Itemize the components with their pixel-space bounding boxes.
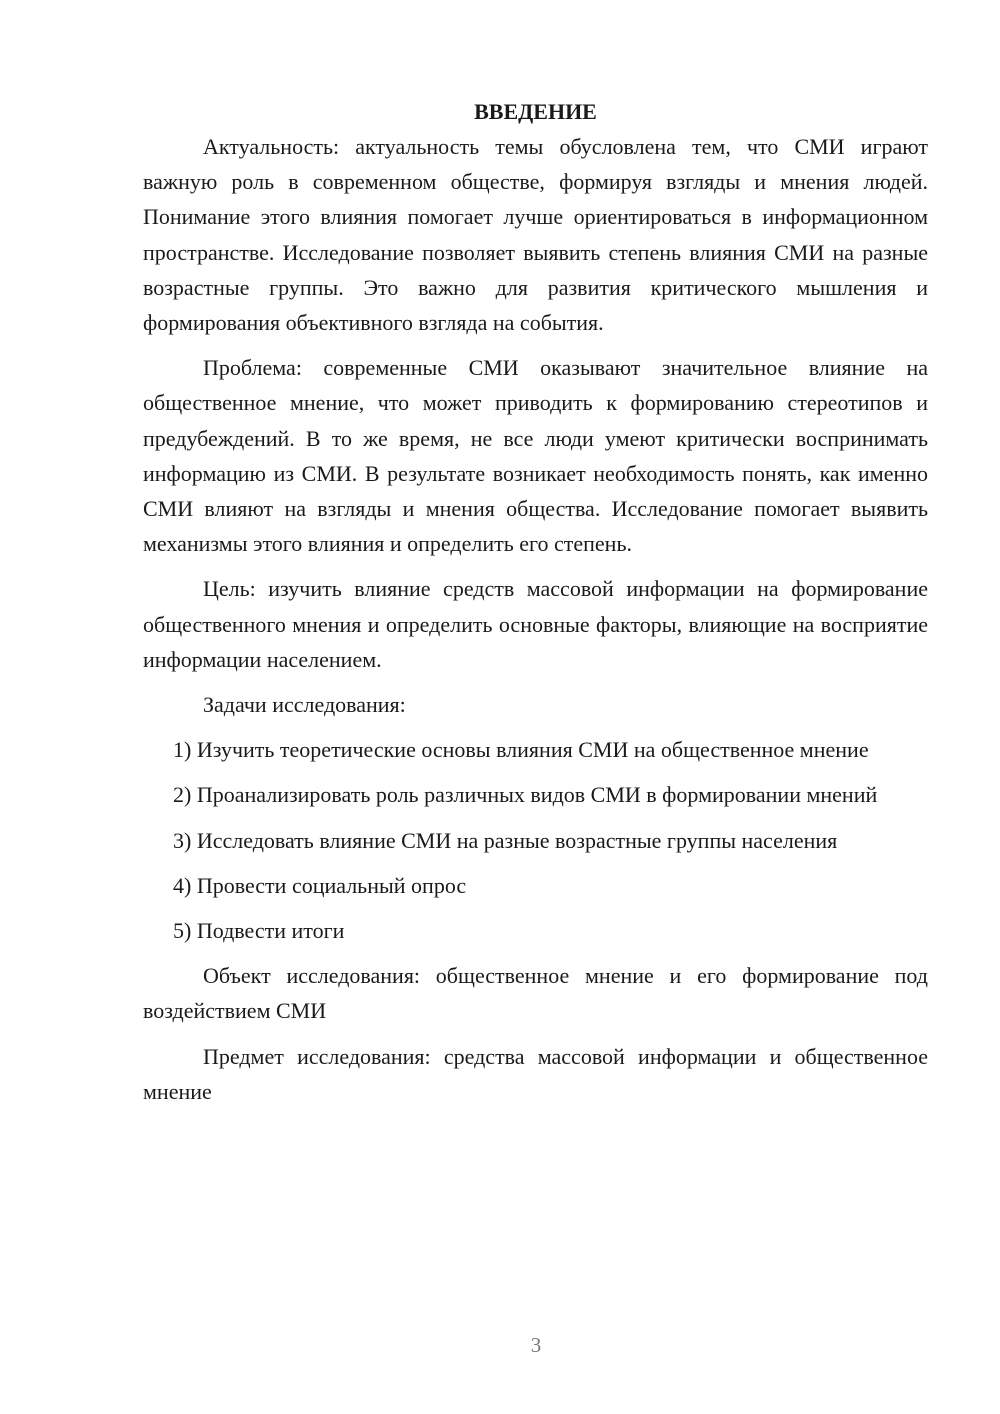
problem-paragraph: Проблема: современные СМИ оказывают значительное влияние на общественное мнение, что может приводить к формированию стереотипов и предубеждений. В то же время, не все люди умеют критически воспринимать информацию из СМИ. В результате возникает необходимость понять, как именно СМИ влияют на взгляды и мнения общества. Исследование помогает выявить механизмы этого влияния и определить его степень. (143, 355, 928, 557)
page-number: 3 (530, 1333, 542, 1357)
tasks-title: Задачи исследования: (203, 692, 406, 718)
page-content (143, 94, 928, 1109)
page-heading: ВВЕДЕНИЕ (474, 99, 597, 124)
task-item-3: 3) Исследовать влияние СМИ на разные возрастные группы населения (173, 827, 838, 853)
object-paragraph: Объект исследования: общественное мнение и его формирование под воздействием СМИ (143, 963, 928, 1024)
task-item-2: 2) Проанализировать роль различных видов СМИ в формировании мнений (173, 782, 878, 808)
task-item-5: 5) Подвести итоги (173, 918, 345, 944)
task-item-4: 4) Провести социальный опрос (173, 872, 467, 898)
task-item-1: 1) Изучить теоретические основы влияния СМИ на общественное мнение (173, 737, 869, 763)
relevance-paragraph: Актуальность: актуальность темы обусловлена тем, что СМИ играют важную роль в современном обществе, формируя взгляды и мнения людей. Понимание этого влияния помогает лучше ориентироваться в информационном пространстве. Исследование позволяет выявить степень влияния СМИ на разные возрастные группы. Это важно для развития критического мышления и формирования объективного взгляда на события. (143, 134, 928, 336)
subject-paragraph: Предмет исследования: средства массовой информации и общественное мнение (143, 1043, 928, 1104)
goal-paragraph: Цель: изучить влияние средств массовой информации на формирование общественного мнения и определить основные факторы, влияющие на восприятие информации населением. (143, 576, 928, 672)
